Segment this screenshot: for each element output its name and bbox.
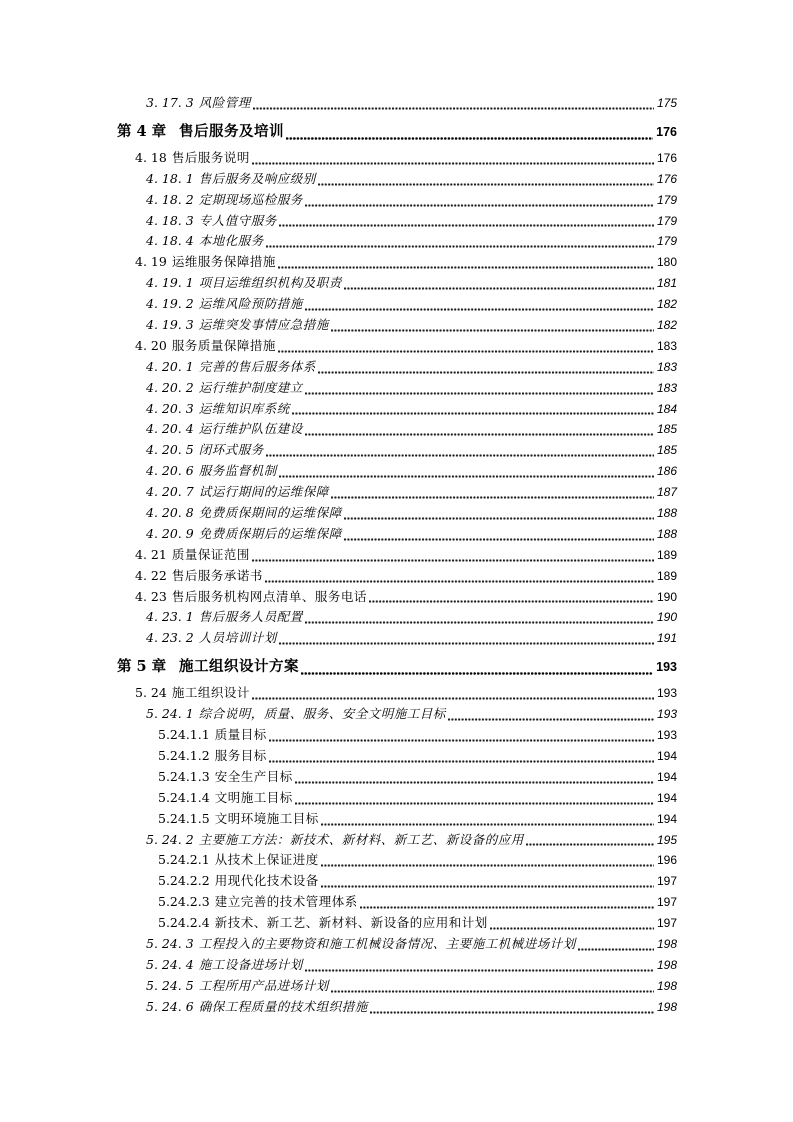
toc-entry bbox=[117, 169, 677, 190]
toc-entry bbox=[117, 704, 677, 725]
toc-entry-number: 4. 23. 2 bbox=[146, 630, 194, 646]
toc-entry-title: 施工组织设计方案 bbox=[179, 658, 299, 676]
toc-entry bbox=[117, 524, 677, 545]
toc-entry-title: 运行维护队伍建设 bbox=[198, 421, 303, 437]
dot-leader bbox=[266, 245, 654, 248]
toc-entry bbox=[117, 788, 677, 809]
dot-leader bbox=[279, 642, 654, 645]
toc-chapter-entry bbox=[117, 655, 677, 679]
page-number: 193 bbox=[656, 728, 677, 743]
page-number: 193 bbox=[656, 707, 677, 722]
dot-leader bbox=[253, 107, 654, 110]
page-number: 193 bbox=[656, 660, 677, 675]
dot-leader bbox=[265, 580, 654, 583]
toc-entry-title: 售后服务人员配置 bbox=[198, 609, 303, 625]
page-number: 179 bbox=[656, 192, 677, 207]
toc-entry bbox=[117, 587, 677, 608]
page-number: 190 bbox=[656, 610, 677, 625]
toc-entry-title: 新技术、新工艺、新材料、新设备的应用和计划 bbox=[214, 915, 488, 931]
toc-entry bbox=[117, 190, 677, 211]
page-number: 194 bbox=[656, 769, 677, 784]
page-number: 182 bbox=[656, 318, 677, 333]
toc-entry-title: 服务目标 bbox=[214, 747, 267, 763]
toc-entry-title: 主要施工方法：新技术、新材料、新工艺、新设备的应用 bbox=[198, 831, 524, 847]
dot-leader bbox=[321, 885, 654, 888]
dot-leader bbox=[279, 475, 654, 478]
toc-entry bbox=[117, 850, 677, 871]
toc-entry-title: 安全生产目标 bbox=[214, 768, 293, 784]
toc-entry-title: 免费质保期后的运维保障 bbox=[198, 525, 342, 541]
toc-entry bbox=[117, 934, 677, 955]
toc-entry-number: 4. 20 bbox=[135, 337, 167, 353]
toc-entry-number: 4. 20. 1 bbox=[146, 358, 194, 374]
dot-leader bbox=[305, 433, 654, 436]
page-number: 197 bbox=[656, 916, 677, 931]
toc-entry-number: 4. 22 bbox=[135, 567, 167, 583]
toc-entry-title: 售后服务说明 bbox=[171, 149, 250, 165]
page-number: 198 bbox=[656, 978, 677, 993]
toc-entry-number: 4. 21 bbox=[135, 546, 167, 562]
toc-entry-number: 5. 24. 4 bbox=[146, 956, 194, 972]
toc-entry-title: 闭环式服务 bbox=[198, 442, 264, 458]
toc-entry-number: 4. 23 bbox=[135, 588, 167, 604]
toc-entry bbox=[117, 378, 677, 399]
dot-leader bbox=[448, 718, 654, 721]
toc-entry-number: 5. 24. 5 bbox=[146, 977, 194, 993]
toc-entry-number: 4. 18. 4 bbox=[146, 233, 194, 249]
toc-entry-title: 工程所用产品进场计划 bbox=[198, 977, 329, 993]
toc-entry-number: 4. 18 bbox=[135, 149, 167, 165]
toc-entry bbox=[117, 955, 677, 976]
dot-leader bbox=[344, 287, 654, 290]
page-number: 194 bbox=[656, 811, 677, 826]
toc-entry-title: 风险管理 bbox=[198, 95, 251, 110]
table-of-contents bbox=[117, 93, 677, 1018]
dot-leader bbox=[331, 496, 654, 499]
toc-entry-number: 4. 20. 5 bbox=[146, 442, 194, 458]
toc-entry-number: 5.24.2.2 bbox=[158, 873, 210, 889]
page-number: 186 bbox=[656, 464, 677, 479]
page-number: 179 bbox=[656, 213, 677, 228]
toc-entry bbox=[117, 294, 677, 315]
page-number: 198 bbox=[656, 999, 677, 1014]
toc-entry-title: 文明施工目标 bbox=[214, 789, 293, 805]
dot-leader bbox=[278, 266, 654, 269]
dot-leader bbox=[252, 697, 654, 700]
page-number: 185 bbox=[656, 443, 677, 458]
toc-entry-number: 5. 24. 6 bbox=[146, 998, 194, 1014]
toc-entry-number: 4. 23. 1 bbox=[146, 609, 194, 625]
toc-entry-number: 4. 18. 2 bbox=[146, 191, 194, 207]
page-number: 183 bbox=[656, 380, 677, 395]
dot-leader bbox=[318, 371, 654, 374]
dot-leader bbox=[578, 948, 654, 951]
page-number: 194 bbox=[656, 748, 677, 763]
toc-entry-title: 文明环境施工目标 bbox=[214, 810, 319, 826]
toc-entry-title: 人员培训计划 bbox=[198, 630, 277, 646]
toc-entry-title: 完善的售后服务体系 bbox=[198, 358, 316, 374]
page-number: 193 bbox=[656, 686, 677, 701]
page-number: 198 bbox=[656, 957, 677, 972]
toc-entry-title: 工程投入的主要物资和施工机械设备情况、主要施工机械进场计划 bbox=[198, 935, 576, 951]
page-number: 187 bbox=[656, 485, 677, 500]
toc-entry-title: 定期现场巡检服务 bbox=[198, 191, 303, 207]
dot-leader bbox=[269, 739, 654, 742]
toc-entry-title: 售后服务承诺书 bbox=[171, 567, 263, 583]
page-number: 194 bbox=[656, 790, 677, 805]
page-number: 189 bbox=[656, 568, 677, 583]
toc-entry bbox=[117, 725, 677, 746]
toc-entry-title: 质量保证范围 bbox=[171, 546, 250, 562]
dot-leader bbox=[295, 781, 654, 784]
toc-entry bbox=[117, 628, 677, 649]
toc-entry bbox=[117, 482, 677, 503]
dot-leader bbox=[252, 559, 654, 562]
toc-entry bbox=[117, 461, 677, 482]
page-number: 181 bbox=[656, 276, 677, 291]
toc-entry bbox=[117, 273, 677, 294]
page-number: 176 bbox=[656, 150, 677, 165]
toc-entry-number: 4. 20. 6 bbox=[146, 463, 194, 479]
toc-entry bbox=[117, 252, 677, 273]
toc-entry-title: 服务监督机制 bbox=[198, 463, 277, 479]
dot-leader bbox=[360, 906, 654, 909]
page-number: 190 bbox=[656, 589, 677, 604]
toc-entry-title: 运维突发事情应急措施 bbox=[198, 317, 329, 333]
toc-entry-title: 施工组织设计 bbox=[171, 685, 250, 701]
dot-leader bbox=[490, 927, 654, 930]
toc-entry-number: 4. 20. 3 bbox=[146, 400, 194, 416]
toc-entry bbox=[117, 892, 677, 913]
toc-entry-title: 确保工程质量的技术组织措施 bbox=[198, 998, 368, 1014]
toc-entry bbox=[117, 976, 677, 997]
toc-entry bbox=[117, 336, 677, 357]
toc-entry-number: 5.24.1.1 bbox=[158, 727, 210, 743]
page-number: 175 bbox=[656, 96, 677, 110]
dot-leader bbox=[331, 329, 654, 332]
dot-leader bbox=[318, 183, 654, 186]
toc-entry-title: 本地化服务 bbox=[198, 233, 264, 249]
toc-entry-title: 运维风险预防措施 bbox=[198, 296, 303, 312]
dot-leader bbox=[252, 162, 654, 165]
toc-entry bbox=[117, 607, 677, 628]
page-number: 185 bbox=[656, 422, 677, 437]
toc-entry bbox=[117, 231, 677, 252]
dot-leader bbox=[344, 538, 654, 541]
dot-leader bbox=[278, 350, 654, 353]
toc-entry-title: 免费质保期间的运维保障 bbox=[198, 505, 342, 521]
dot-leader bbox=[295, 802, 654, 805]
toc-entry-title: 售后服务及培训 bbox=[179, 122, 284, 140]
toc-entry-number: 5.24.1.2 bbox=[158, 747, 210, 763]
page-number: 196 bbox=[656, 853, 677, 868]
page-number: 197 bbox=[656, 874, 677, 889]
toc-entry-title: 从技术上保证进度 bbox=[214, 852, 319, 868]
toc-entry-number: 5. 24. 1 bbox=[146, 706, 194, 722]
dot-leader bbox=[305, 308, 654, 311]
toc-entry-number: 4. 19. 2 bbox=[146, 296, 194, 312]
toc-entry-number: 3. 17. 3 bbox=[146, 95, 194, 110]
toc-entry bbox=[117, 767, 677, 788]
toc-entry-title: 试运行期间的运维保障 bbox=[198, 484, 329, 500]
toc-entry-number: 4. 19. 3 bbox=[146, 317, 194, 333]
dot-leader bbox=[321, 864, 654, 867]
dot-leader bbox=[305, 621, 654, 624]
dot-leader bbox=[369, 600, 654, 603]
toc-entry-title: 用现代化技术设备 bbox=[214, 873, 319, 889]
dot-leader bbox=[301, 672, 653, 675]
page-number: 184 bbox=[656, 401, 677, 416]
dot-leader bbox=[305, 204, 654, 207]
toc-entry-title: 运维知识库系统 bbox=[198, 400, 290, 416]
dot-leader bbox=[286, 137, 653, 140]
toc-entry-number: 第 5 章 bbox=[117, 658, 167, 676]
toc-entry bbox=[117, 357, 677, 378]
toc-entry bbox=[117, 503, 677, 524]
toc-entry bbox=[117, 440, 677, 461]
toc-entry-number: 4. 18. 3 bbox=[146, 212, 194, 228]
page-number: 189 bbox=[656, 547, 677, 562]
page-number: 188 bbox=[656, 506, 677, 521]
dot-leader bbox=[344, 517, 654, 520]
page-number: 179 bbox=[656, 234, 677, 249]
dot-leader bbox=[266, 454, 654, 457]
toc-entry-title: 综合说明，质量、服务、安全文明施工目标 bbox=[198, 706, 446, 722]
toc-entry-title: 项目运维组织机构及职责 bbox=[198, 275, 342, 291]
toc-entry-number: 4. 20. 8 bbox=[146, 505, 194, 521]
toc-entry-number: 4. 19. 1 bbox=[146, 275, 194, 291]
toc-entry bbox=[117, 148, 677, 169]
toc-entry-number: 5.24.1.4 bbox=[158, 789, 210, 805]
toc-entry bbox=[117, 913, 677, 934]
toc-entry-number: 5.24.1.5 bbox=[158, 810, 210, 826]
toc-entry bbox=[117, 997, 677, 1018]
page-number: 183 bbox=[656, 338, 677, 353]
page-number: 198 bbox=[656, 936, 677, 951]
toc-entry bbox=[117, 683, 677, 704]
toc-entry-title: 售后服务机构网点清单、服务电话 bbox=[171, 588, 367, 604]
page-number: 176 bbox=[656, 171, 677, 186]
toc-chapter-entry bbox=[117, 120, 677, 144]
page-number: 195 bbox=[656, 832, 677, 847]
toc-entry-title: 服务质量保障措施 bbox=[171, 337, 276, 353]
toc-entry bbox=[117, 545, 677, 566]
toc-entry bbox=[117, 830, 677, 851]
toc-entry-number: 5.24.2.4 bbox=[158, 915, 210, 931]
toc-entry-number: 4. 20. 7 bbox=[146, 484, 194, 500]
toc-entry bbox=[117, 315, 677, 336]
toc-entry-number: 4. 18. 1 bbox=[146, 170, 194, 186]
toc-entry-title: 施工设备进场计划 bbox=[198, 956, 303, 972]
toc-entry bbox=[117, 871, 677, 892]
toc-entry bbox=[117, 399, 677, 420]
page-number: 197 bbox=[656, 895, 677, 910]
page-number: 176 bbox=[656, 124, 677, 139]
toc-entry bbox=[117, 566, 677, 587]
dot-leader bbox=[526, 843, 654, 846]
toc-entry-title: 运行维护制度建立 bbox=[198, 379, 303, 395]
dot-leader bbox=[269, 760, 654, 763]
dot-leader bbox=[305, 969, 654, 972]
toc-entry bbox=[117, 93, 677, 114]
dot-leader bbox=[321, 823, 654, 826]
toc-entry-title: 运维服务保障措施 bbox=[171, 254, 276, 270]
toc-entry-number: 4. 20. 9 bbox=[146, 525, 194, 541]
toc-entry-number: 5. 24 bbox=[135, 685, 167, 701]
toc-entry bbox=[117, 809, 677, 830]
toc-entry-title: 售后服务及响应级别 bbox=[198, 170, 316, 186]
toc-entry-number: 4. 19 bbox=[135, 254, 167, 270]
toc-entry-title: 质量目标 bbox=[214, 727, 267, 743]
dot-leader bbox=[331, 990, 654, 993]
dot-leader bbox=[279, 224, 654, 227]
toc-entry-number: 5.24.1.3 bbox=[158, 768, 210, 784]
toc-entry bbox=[117, 211, 677, 232]
toc-entry-title: 建立完善的技术管理体系 bbox=[214, 894, 358, 910]
page-number: 180 bbox=[656, 255, 677, 270]
toc-entry-number: 5. 24. 3 bbox=[146, 935, 194, 951]
toc-entry-number: 5.24.2.3 bbox=[158, 894, 210, 910]
page-number: 191 bbox=[656, 631, 677, 646]
page-number: 188 bbox=[656, 526, 677, 541]
toc-entry-number: 5. 24. 2 bbox=[146, 831, 194, 847]
toc-entry-number: 4. 20. 2 bbox=[146, 379, 194, 395]
dot-leader bbox=[305, 392, 654, 395]
dot-leader bbox=[292, 412, 654, 415]
toc-entry bbox=[117, 746, 677, 767]
dot-leader bbox=[370, 1011, 654, 1014]
page-number: 183 bbox=[656, 359, 677, 374]
toc-entry-number: 5.24.2.1 bbox=[158, 852, 210, 868]
page-number: 182 bbox=[656, 297, 677, 312]
toc-entry bbox=[117, 419, 677, 440]
toc-entry-number: 4. 20. 4 bbox=[146, 421, 194, 437]
toc-entry-number: 第 4 章 bbox=[117, 122, 167, 140]
toc-entry-title: 专人值守服务 bbox=[198, 212, 277, 228]
